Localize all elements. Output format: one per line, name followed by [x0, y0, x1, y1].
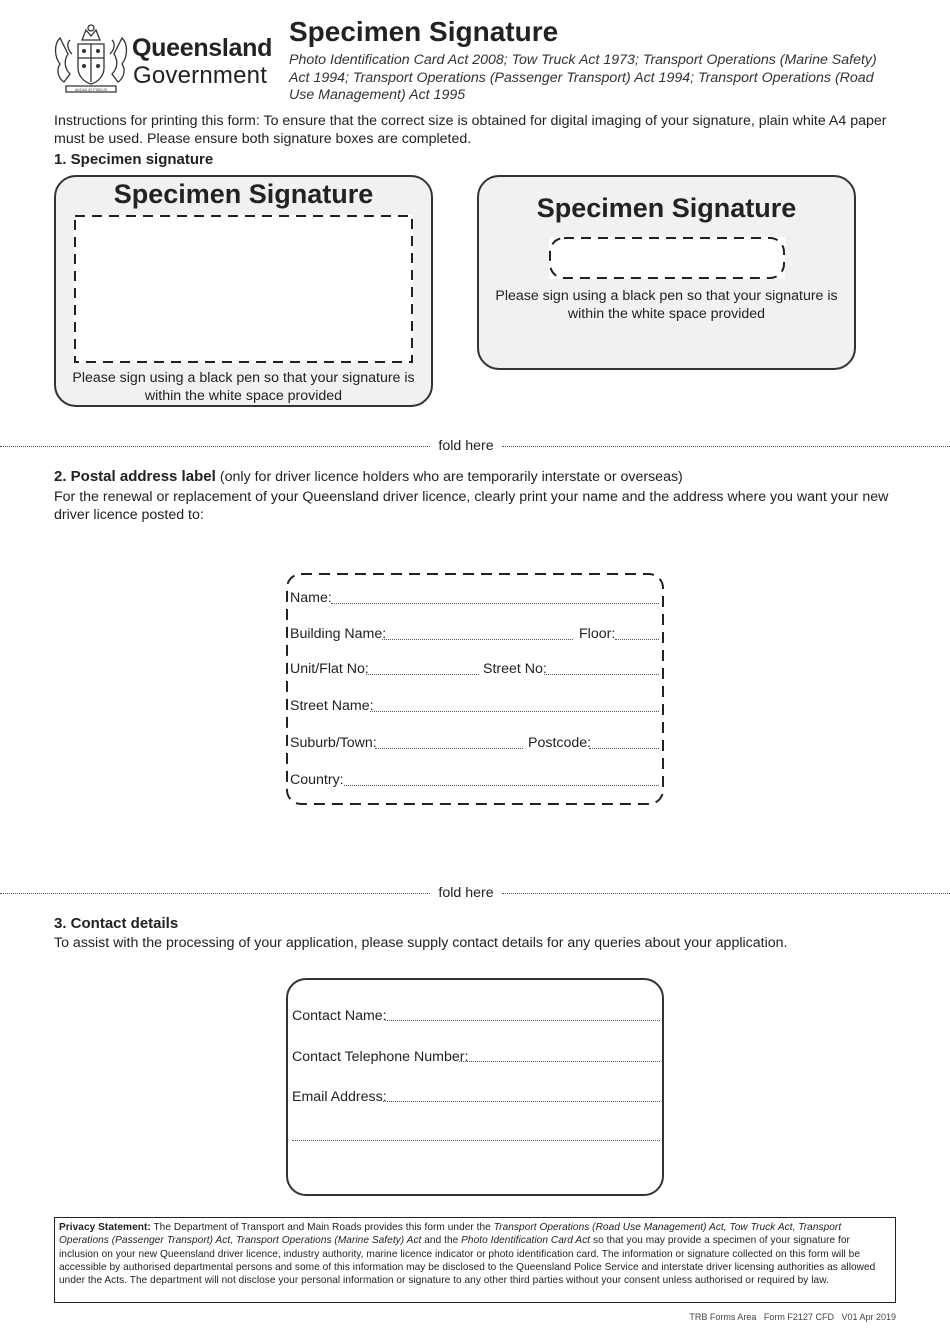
privacy-act-names: Transport Operations (Marine Safety) Act	[235, 1235, 422, 1247]
privacy-act-names: Transport Operations (Road Use Management) Act, Tow Truck Act, Transport Operations (Passenger Transport) Act	[59, 1222, 842, 1247]
queensland-government-logo	[52, 20, 274, 94]
contact-name-input-line[interactable]	[385, 1020, 660, 1021]
section-2-title: 2. Postal address label	[54, 468, 216, 485]
postcode-label: Postcode:	[528, 735, 592, 751]
fold-line	[0, 884, 950, 904]
fold-line	[0, 437, 950, 457]
country-input-line[interactable]	[344, 785, 659, 786]
section-3-description: To assist with the processing of your application, please supply contact details for any queries about your application.	[54, 935, 788, 951]
signature-box-title: Specimen Signature	[113, 179, 374, 209]
suburb-town-input-line[interactable]	[375, 748, 523, 749]
building-name-label: Building Name:	[290, 626, 387, 642]
postcode-input-line[interactable]	[589, 748, 659, 749]
street-no-label: Street No:	[483, 661, 547, 677]
privacy-text-part: so that you may provide a specimen of your signature for inclusion on your new Queensland driver licence, industry authority, marine licence indicator or photo identification card. The information or signature collected on this form will be accessible by authorised departmental persons and some of this information may be disclosed to the Queensland Police Service and interstate driver licensing authorities as allowed under the Acts. The department will not disclose your personal information or signature to any other third parties without your consent unless authorised or required by law.	[59, 1235, 876, 1287]
country-label: Country:	[290, 772, 344, 788]
logo-text-government: Government	[133, 62, 268, 89]
svg-text:AUDAX AT FIDELIS: AUDAX AT FIDELIS	[74, 88, 108, 92]
email-label: Email Address:	[292, 1089, 387, 1105]
unit-flat-input-line[interactable]	[366, 674, 479, 675]
section-3-heading: 3. Contact details	[54, 915, 179, 932]
contact-phone-label: Contact Telephone Number:	[292, 1049, 469, 1065]
name-label: Name:	[290, 590, 332, 606]
privacy-act-names: Photo Identification Card Act	[461, 1235, 591, 1247]
postal-address-label	[285, 572, 665, 806]
privacy-text-part: ,	[230, 1235, 236, 1247]
contact-name-label: Contact Name:	[292, 1008, 387, 1024]
signature-box-title: Specimen Signature	[536, 193, 797, 223]
fold-dotted-line	[502, 446, 950, 447]
section-2-description: For the renewal or replacement of your Queensland driver licence, clearly print your name and the address where you want your new driver licence posted to:	[54, 489, 889, 523]
specimen-signature-box-small	[477, 175, 856, 370]
street-no-input-line[interactable]	[544, 674, 659, 675]
name-input-line[interactable]	[331, 603, 659, 604]
section-1-heading: 1. Specimen signature	[54, 151, 214, 168]
privacy-text-part: The Department of Transport and Main Roads provides this form under the	[150, 1222, 494, 1233]
logo-text-queensland: Queensland	[132, 34, 273, 62]
legislation-subtitle: Photo Identification Card Act 2008; Tow Truck Act 1973; Transport Operations (Marine Safety) Act 1994; Transport Operations (Passenger Transport) Act 1994; Transport Operations (Road Use Management) Act 1995	[289, 52, 877, 103]
printing-instructions: Instructions for printing this form: To ensure that the correct size is obtained for digital imaging of your signature, plain white A4 paper must be used. Please ensure both signature boxes are completed.	[54, 113, 887, 147]
fold-label: fold here	[438, 885, 494, 901]
signature-box-instruction: Please sign using a black pen so that your signature is within the white space provided	[72, 370, 415, 404]
building-name-input-line[interactable]	[382, 639, 573, 640]
unit-flat-label: Unit/Flat No:	[290, 661, 369, 677]
fold-dotted-line	[502, 893, 950, 894]
email-input-line[interactable]	[383, 1101, 660, 1102]
street-name-input-line[interactable]	[370, 711, 659, 712]
privacy-statement-box	[54, 1217, 896, 1303]
page-title: Specimen Signature	[289, 16, 559, 47]
signature-box-instruction: Please sign using a black pen so that your signature is within the white space provided	[495, 288, 838, 322]
privacy-label: Privacy Statement:	[59, 1222, 151, 1233]
specimen-signature-box-large	[54, 175, 433, 407]
privacy-statement	[59, 1221, 891, 1287]
section-2-heading-note: (only for driver licence holders who are temporarily interstate or overseas)	[219, 469, 683, 485]
contact-details-box	[286, 978, 664, 1196]
email-input-line-continued[interactable]	[292, 1140, 660, 1141]
contact-phone-input-line[interactable]	[459, 1061, 660, 1062]
street-name-label: Street Name:	[290, 698, 374, 714]
form-reference: TRB Forms Area Form F2127 CFD V01 Apr 2019	[689, 1312, 896, 1322]
privacy-text-part: and the	[421, 1235, 462, 1247]
section-2-heading	[54, 468, 683, 485]
floor-input-line[interactable]	[615, 639, 659, 640]
floor-label: Floor:	[579, 626, 616, 642]
coat-of-arms-icon	[52, 20, 130, 94]
fold-label: fold here	[438, 438, 494, 454]
signature-area-small[interactable]	[549, 237, 785, 279]
suburb-town-label: Suburb/Town:	[290, 735, 377, 751]
signature-area-large[interactable]	[74, 215, 413, 363]
